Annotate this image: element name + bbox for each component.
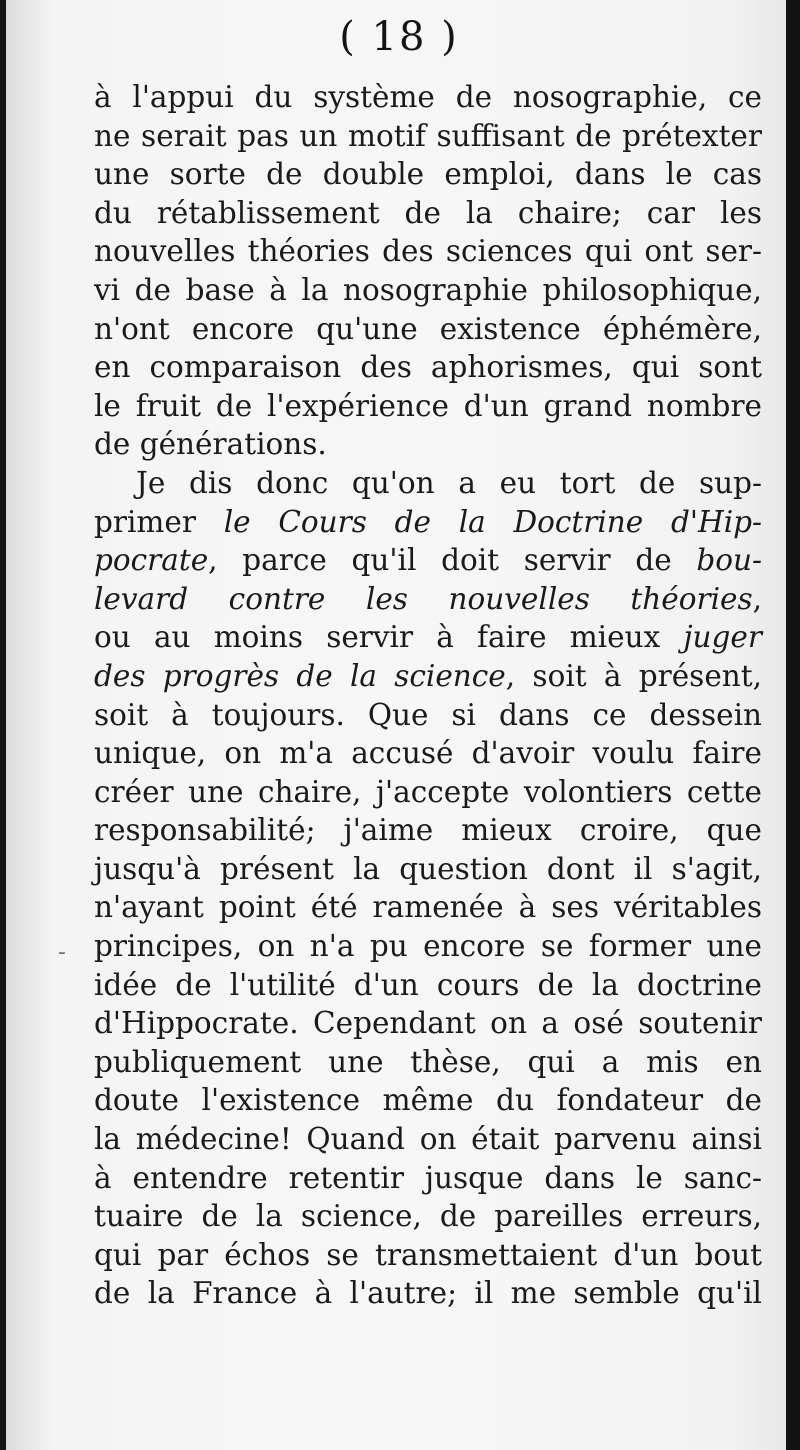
text-line: de la France à l'autre; il me semble qu'il — [94, 1276, 762, 1311]
text-line: n'ayant point été ramenée à ses véritables — [94, 890, 762, 925]
text-line: Je dis donc qu'on a eu tort de sup- — [136, 465, 762, 500]
italic-text: pocrate — [94, 543, 209, 578]
text-line: doute l'existence même du fondateur de — [94, 1083, 762, 1118]
text-line: n'ont encore qu'une existence éphémère, — [94, 311, 762, 346]
text-line: unique, on m'a accusé d'avoir voulu faire — [94, 736, 762, 771]
italic-text: le Cours de la Doctrine d'Hip- — [223, 504, 762, 539]
text-line-mixed: levard contre les nouvelles théories, — [94, 581, 762, 616]
text-line: à entendre retentir jusque dans le sanc- — [94, 1160, 762, 1195]
book-page — [6, 0, 792, 1450]
text-line: nouvelles théories des sciences qui ont ser- — [94, 234, 762, 269]
italic-text: juger — [683, 620, 762, 655]
page-edge-shadow — [786, 0, 800, 1450]
text-line: publiquement une thèse, qui a mis en — [94, 1044, 762, 1079]
text-line: créer une chaire, j'accepte volontiers cette — [94, 774, 762, 809]
page-number: ( 18 ) — [339, 14, 459, 60]
text-line: le fruit de l'expérience d'un grand nombre — [94, 388, 762, 423]
text-line: une sorte de double emploi, dans le cas — [94, 157, 762, 192]
text-line: tuaire de la science, de pareilles erreurs, — [94, 1199, 762, 1234]
text-line: en comparaison des aphorismes, qui sont — [94, 350, 762, 385]
text-line-mixed: ou au moins servir à faire mieux juger — [94, 620, 762, 655]
text-line: du rétablissement de la chaire; car les — [94, 195, 762, 230]
italic-text: levard contre les nouvelles théories — [94, 581, 753, 616]
text-line: vi de base à la nosographie philosophique, — [94, 272, 762, 307]
text-line: soit à toujours. Que si dans ce dessein — [94, 697, 762, 732]
italic-text: des progrès de la science — [94, 658, 506, 693]
text-line: qui par échos se transmettaient d'un bout — [94, 1237, 762, 1272]
margin-dash-mark: - — [58, 940, 66, 965]
text-line: d'Hippocrate. Cependant on a osé soutenir — [94, 1006, 762, 1041]
text-line: à l'appui du système de nosographie, ce — [94, 80, 762, 114]
text-line: jusqu'à présent la question dont il s'agit, — [94, 851, 762, 886]
text-line-mixed: primer le Cours de la Doctrine d'Hip- — [94, 504, 762, 539]
text-line: responsabilité; j'aime mieux croire, que — [94, 813, 762, 848]
body-text — [94, 78, 762, 1313]
text-line: ne serait pas un motif suffisant de prétexter — [94, 118, 762, 153]
text-line: principes, on n'a pu encore se former une — [94, 929, 762, 964]
text-line: idée de l'utilité d'un cours de la doctrine — [94, 967, 762, 1002]
text-line: la médecine! Quand on était parvenu ainsi — [94, 1122, 762, 1157]
text-line: de générations. — [94, 427, 327, 462]
text-line-mixed: pocrate, parce qu'il doit servir de bou- — [94, 543, 762, 578]
italic-text: bou- — [696, 543, 762, 578]
text-line-mixed: des progrès de la science, soit à présent, — [94, 658, 763, 693]
